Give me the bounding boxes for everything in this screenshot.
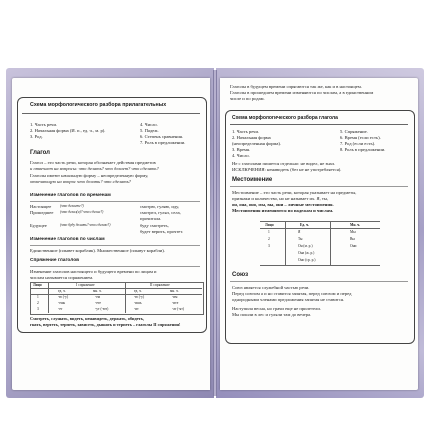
future-text-line: числе и по родам. bbox=[230, 96, 265, 101]
table-cell: 1 bbox=[268, 230, 270, 234]
number-title: Изменение глаголов по числам bbox=[30, 237, 105, 242]
tense-question: (что буду делать? что сделаю?) bbox=[60, 223, 111, 227]
union-title: Союз bbox=[232, 272, 249, 278]
divider bbox=[230, 186, 408, 187]
conjugation-text-line: числам называется спряжением. bbox=[30, 275, 94, 280]
table-subheader: мн. ч. bbox=[93, 289, 102, 293]
morph-item: 2. Начальная форма bbox=[232, 135, 271, 140]
divider bbox=[230, 281, 408, 282]
tense-example: буду смотреть, bbox=[140, 223, 169, 228]
future-text-line: Глаголы в прошедшем времени изменяются по числам, а в единственном bbox=[230, 90, 374, 95]
tense-question: (что делаете?) bbox=[60, 204, 84, 208]
table-header: Лицо bbox=[265, 223, 274, 227]
tense-label: Прошедшее bbox=[30, 210, 54, 215]
morph-item: 1. Часть речи. bbox=[30, 122, 58, 127]
morph-item: 4. Число. bbox=[232, 153, 250, 158]
morph-item: 2. Начальная форма (И. п., ед. ч., м. р). bbox=[30, 128, 106, 133]
tense-label: Настоящее bbox=[30, 204, 52, 209]
union-text-line: Наступила весна, но грачи еще не прилетели. bbox=[232, 306, 321, 311]
table-header: I спряжение bbox=[76, 283, 95, 287]
table-subheader: ед. ч. bbox=[58, 289, 66, 293]
table-cell: -ю (-у) bbox=[58, 295, 69, 299]
table-cell: -ит bbox=[134, 307, 139, 311]
table-cell: -им bbox=[172, 295, 178, 299]
verb-text-line: отвечающую на вопрос что делать? что сделать? bbox=[30, 179, 132, 184]
table-cell: 3 bbox=[37, 307, 39, 311]
table-subheader: ед. ч. bbox=[134, 289, 142, 293]
verb-text-line: Глаголы имеют начальную форму – неопределенную форму, bbox=[30, 173, 149, 178]
morph-item: 1. Часть речи. bbox=[232, 129, 260, 134]
pronoun-text-line: Местоимения изменяются по падежам и числам. bbox=[232, 208, 334, 213]
table-cell: Вы bbox=[350, 237, 355, 241]
tense-label: Будущее bbox=[30, 223, 47, 228]
table-cell: 3 bbox=[268, 244, 270, 248]
divider bbox=[230, 124, 408, 125]
table-line bbox=[48, 282, 49, 313]
union-text-line: Союз является служебной частью речи. bbox=[232, 285, 310, 290]
table-line bbox=[260, 265, 380, 266]
table-cell: -ем bbox=[95, 295, 101, 299]
pronoun-text-line: признаки и количество, но не называет их. Я, ты, bbox=[232, 196, 329, 201]
tense-example: прочитала. bbox=[140, 216, 162, 221]
ne-rule-line: ИСКЛЮЧЕНИЯ: ненавидеть (без не не употребляется). bbox=[232, 167, 342, 172]
table-line bbox=[260, 221, 380, 222]
table-header: Ед. ч. bbox=[300, 223, 309, 227]
table-cell: 2 bbox=[268, 237, 270, 241]
table-cell: Они bbox=[350, 244, 357, 248]
pronoun-text-line: Местоимение – это часть речи, которая указывает на предметы, bbox=[232, 190, 357, 195]
morph-item: 6. Время (если есть). bbox=[340, 135, 381, 140]
table-cell: Она (ж. р.) bbox=[298, 251, 315, 255]
table-cell: Я bbox=[298, 230, 301, 234]
exceptions-line: Смотреть, слушать, видеть, ненавидеть, держать, обидеть, bbox=[30, 316, 145, 321]
table-cell: -ишь bbox=[134, 301, 142, 305]
verb-text-line: Глагол – это часть речи, которая обозначает действия предметов bbox=[30, 160, 156, 165]
union-text-line: Мы пошли в лес и гуляли там до вечера. bbox=[232, 312, 312, 317]
morph-item: 3. Род. bbox=[30, 134, 43, 139]
morph-item: 7. Род (если есть). bbox=[340, 141, 376, 146]
pronoun-title: Местоимение bbox=[232, 177, 273, 183]
morph-item: 5. Падеж. bbox=[140, 128, 159, 133]
table-cell: Он (м. р.) bbox=[298, 244, 313, 248]
union-text-line: однородными членами предложения запятая не ставится. bbox=[232, 297, 345, 302]
morph-item: 3. Время. bbox=[232, 147, 251, 152]
divider bbox=[22, 113, 200, 114]
adjective-morph-title: Схема морфологического разбора прилагательных bbox=[30, 102, 167, 108]
table-cell: -ут (-ют) bbox=[95, 307, 109, 311]
table-cell: -ите bbox=[172, 301, 179, 305]
table-cell: -ете bbox=[95, 301, 101, 305]
table-line bbox=[330, 221, 331, 265]
table-cell: -ет bbox=[58, 307, 63, 311]
divider bbox=[30, 201, 200, 202]
morph-item: (неопределенная форма). bbox=[232, 141, 282, 146]
union-text-line: Перед союзом а и но ставится запятая, перед союзом и перед bbox=[232, 291, 352, 296]
table-cell: -ешь bbox=[58, 301, 66, 305]
table-cell: Оно (ср. р.) bbox=[298, 258, 316, 262]
future-text-line: Глаголы в будущем времени спрягаются так же, как и в настоящем. bbox=[230, 84, 362, 89]
table-header: Лицо bbox=[33, 283, 42, 287]
verb-text-line: и отвечает на вопросы: что делать? что делает? что сделать? bbox=[30, 166, 159, 171]
exceptions-line: гнать, вертеть, терпеть, зависеть, дышать и терпеть – глаголы II спряжения! bbox=[30, 322, 181, 327]
table-cell: Мы bbox=[350, 230, 356, 234]
ne-rule-line: Не с глаголами пишется отдельно: не видел, не знал. bbox=[232, 161, 336, 166]
morph-item: 7. Роль в предложении. bbox=[140, 140, 186, 145]
tense-title: Изменение глаголов по временам bbox=[30, 193, 111, 198]
morph-item: 6. Степень сравнения. bbox=[140, 134, 184, 139]
table-cell: -ю (-у) bbox=[134, 295, 145, 299]
table-cell: -ат (-ят) bbox=[172, 307, 184, 311]
tense-example: смотрю, гуляю, иду, bbox=[140, 204, 180, 209]
morph-item: 5. Спряжение. bbox=[340, 129, 368, 134]
conjugation-title: Спряжение глаголов bbox=[30, 258, 80, 263]
table-line bbox=[260, 228, 380, 229]
table-cell: Ты bbox=[298, 237, 303, 241]
morph-item: 4. Число. bbox=[140, 122, 158, 127]
table-cell: 2 bbox=[37, 301, 39, 305]
verb-morph-title: Схема морфологического разбора глагола bbox=[232, 115, 338, 121]
tense-example: будет верить, прочтет. bbox=[140, 229, 184, 234]
conjugation-text-line: Изменение глаголов настоящего и будущего времени по лицам и bbox=[30, 269, 157, 274]
table-subheader: мн. ч. bbox=[170, 289, 179, 293]
morph-item: 8. Роль в предложении. bbox=[340, 147, 386, 152]
table-header: II спряжение bbox=[150, 283, 170, 287]
verb-title: Глагол bbox=[30, 150, 50, 156]
table-header: Мн. ч. bbox=[350, 223, 361, 227]
divider bbox=[30, 245, 200, 246]
table-line bbox=[125, 282, 126, 313]
number-text: Единственное (плывет кораблик). Множественное (плывут корабли). bbox=[30, 248, 165, 253]
pronoun-text-line: он, она, оно, мы, вы, они – личные местоимения. bbox=[232, 202, 334, 207]
table-line bbox=[285, 221, 286, 265]
book-spine bbox=[213, 70, 217, 396]
table-cell: 1 bbox=[37, 295, 39, 299]
divider bbox=[30, 266, 200, 267]
tense-question: (что делал(а)? что сделал?) bbox=[60, 210, 104, 214]
tense-example: смотрел, гулял, села, bbox=[140, 210, 181, 215]
